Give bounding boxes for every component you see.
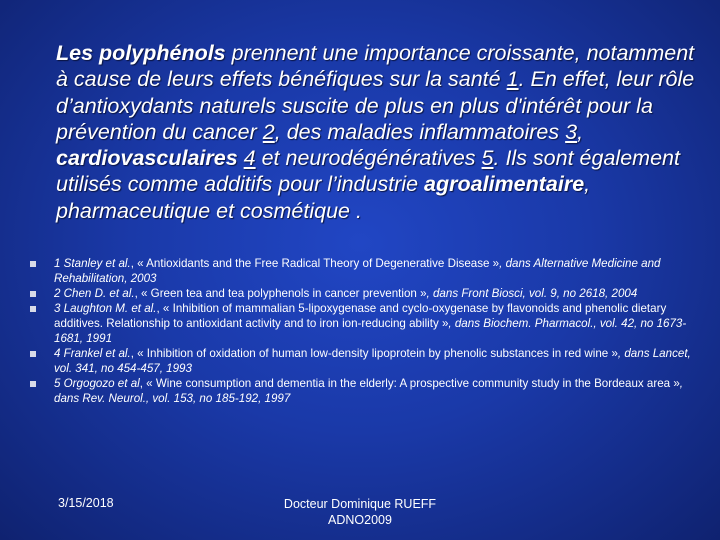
footer-author-name: Docteur Dominique RUEFF	[283, 497, 437, 511]
intro-keyword-agrifood: agroalimentaire	[424, 172, 585, 197]
ref-link-5[interactable]: 5	[481, 146, 494, 171]
intro-keyword-cardiovascular: cardiovasculaires	[56, 146, 238, 171]
reference-item	[22, 286, 692, 301]
square-bullet-icon	[30, 261, 36, 267]
reference-author: 1 Stanley et al.	[54, 257, 131, 270]
reference-source: , dans Lancet, vol. 341, no 454-457, 1993	[54, 347, 691, 375]
reference-source: , dans Alternative Medicine and Rehabilitation, 2003	[54, 257, 661, 285]
ref-link-1[interactable]: 1	[506, 67, 519, 92]
intro-text: prennent une importance croissante, notamment à cause de leurs effets bénéfiques sur la santé	[56, 41, 695, 92]
ref-link-2[interactable]: 2	[262, 119, 275, 144]
reference-item	[22, 376, 692, 406]
reference-title: , « Inhibition of oxidation of human low-density lipoprotein by phenolic substances in red wine »	[130, 347, 618, 360]
reference-source: , dans Biochem. Pharmacol., vol. 42, no 1673-1681, 1991	[54, 317, 687, 345]
intro-paragraph	[56, 40, 696, 224]
ref-link-3[interactable]: 3	[565, 119, 578, 144]
intro-text: . En effet, leur rôle d’antioxydants naturels suscite de plus en plus d'intérêt pour la prévention du cancer	[56, 67, 695, 144]
footer-author	[260, 496, 460, 528]
ref-link-4[interactable]: 4	[243, 146, 256, 171]
reference-author: 4 Frankel et al.	[54, 347, 131, 360]
reference-title: , « Antioxidants and the Free Radical Theory of Degenerative Disease »	[130, 257, 500, 270]
reference-list	[22, 256, 692, 406]
reference-author: 3 Laughton M. et al.	[54, 302, 157, 315]
reference-item	[22, 301, 692, 346]
footer-date: 3/15/2018	[58, 496, 114, 510]
intro-text: , des maladies inflammatoires	[274, 119, 566, 144]
reference-source: , dans Rev. Neurol., vol. 153, no 185-192, 1997	[54, 377, 684, 405]
reference-title: , « Inhibition of mammalian 5-lipoxygenase and cyclo-oxygenase by flavonoids and phenolic dietary additives. Relationship to antioxidant activity and to iron ion-reducing ability »	[54, 302, 667, 330]
intro-keyword-polyphenols: Les polyphénols	[56, 41, 226, 65]
intro-text: ,	[577, 119, 584, 144]
reference-title: , « Green tea and tea polyphenols in cancer prevention »	[134, 287, 427, 300]
square-bullet-icon	[30, 351, 36, 357]
reference-source: , dans Front Biosci, vol. 9, no 2618, 2004	[426, 287, 638, 300]
intro-text: . Ils sont également utilisés comme additifs pour l’industrie	[56, 146, 680, 197]
square-bullet-icon	[30, 381, 36, 387]
intro-text: , pharmaceutique et cosmétique .	[56, 172, 591, 223]
footer-author-event: ADNO2009	[328, 513, 392, 527]
reference-title: , « Wine consumption and dementia in the elderly: A prospective community study in the Bordeaux area »	[139, 377, 680, 390]
square-bullet-icon	[30, 291, 36, 297]
reference-author: 5 Orgogozo et al	[54, 377, 140, 390]
reference-item	[22, 256, 692, 286]
square-bullet-icon	[30, 306, 36, 312]
reference-item	[22, 346, 692, 376]
reference-author: 2 Chen D. et al.	[54, 287, 135, 300]
intro-text: et neurodégénératives	[255, 146, 482, 171]
